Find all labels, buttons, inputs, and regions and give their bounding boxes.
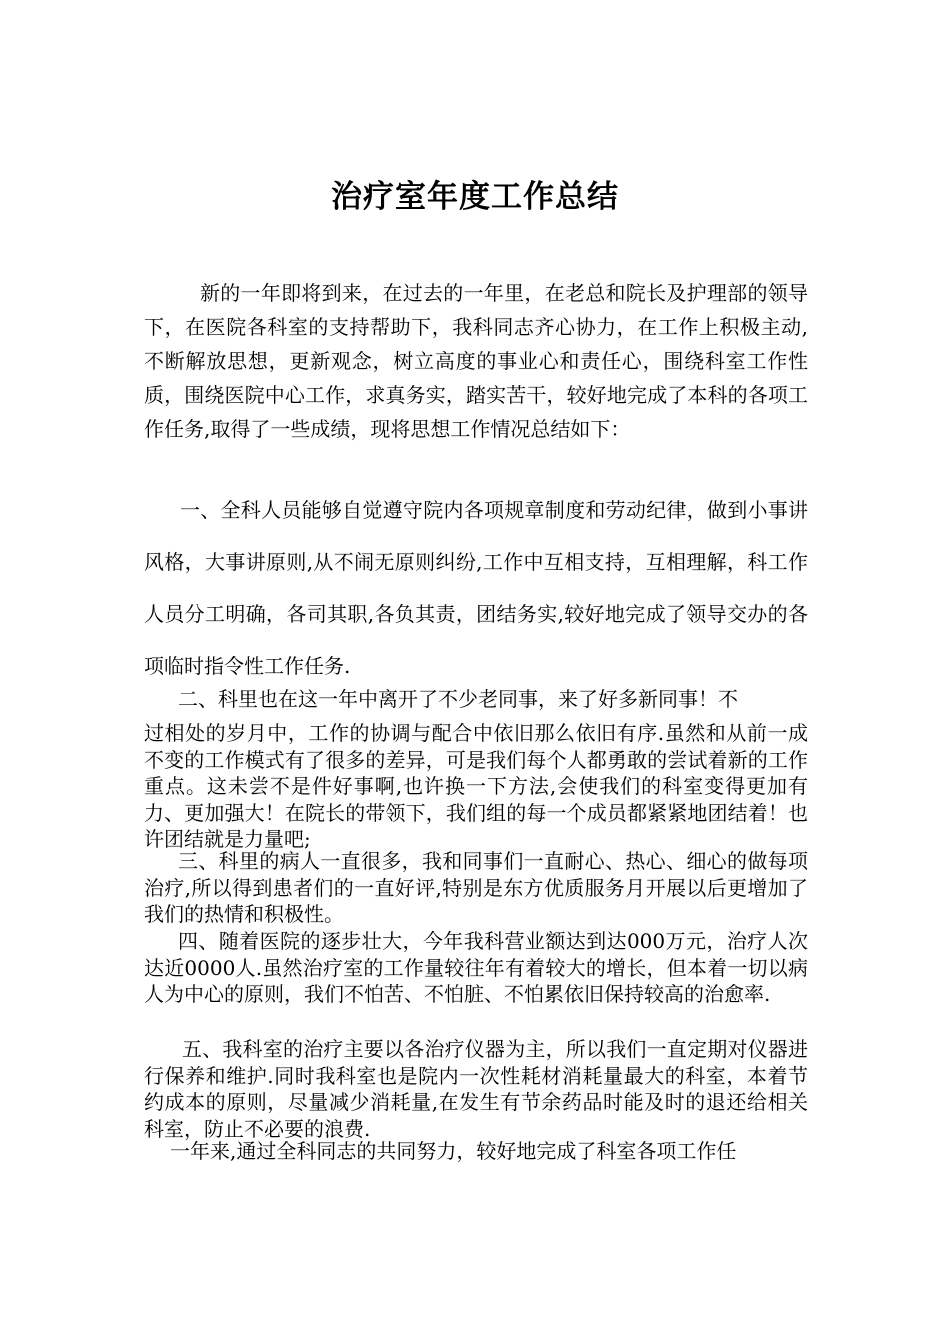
- paragraph-two-continued: 过相处的岁月中，工作的协调与配合中依旧那么依旧有序.虽然和从前一成不变的工作模式有了很多的差异，可是我们每个人都勇敢的尝试着新的工作重点。这未尝不是件好事啊,也许换一下方法,会使我们的科室变得更加有力、更加强大！在院长的带领下，我们组的每一个成员都紧紧地团结着！也许团结就是力量吧;: [144, 721, 808, 851]
- paragraph-two-first-line: 二、科里也在这一年中离开了不少老同事，来了好多新同事！不: [178, 687, 738, 711]
- paragraph-closing: 一年来,通过全科同志的共同努力，较好地完成了科室各项工作任: [170, 1139, 737, 1163]
- paragraph-one: 一、全科人员能够自觉遵守院内各项规章制度和劳动纪律，做到小事讲风格，大事讲原则,从不闹无原则纠纷,工作中互相支持，互相理解，科工作人员分工明确，各司其职,各负其责，团结务实,较好地完成了领导交办的各项临时指令性工作任务.: [144, 498, 808, 678]
- paragraph-intro: 新的一年即将到来，在过去的一年里，在老总和院长及护理部的领导下，在医院各科室的支持帮助下，我科同志齐心协力，在工作上积极主动,不断解放思想，更新观念，树立高度的事业心和责任心，围绕科室工作性质，围绕医院中心工作，求真务实，踏实苦干，较好地完成了本科的各项工作任务,取得了一些成绩，现将思想工作情况总结如下：: [144, 281, 808, 441]
- paragraph-four: 四、随着医院的逐步壮大，今年我科营业额达到达000万元，治疗人次达近0000人.虽然治疗室的工作量较往年有着较大的增长，但本着一切以病人为中心的原则，我们不怕苦、不怕脏、不怕累依旧保持较高的治愈率.: [144, 929, 808, 1006]
- document-title: 治疗室年度工作总结: [331, 178, 619, 215]
- paragraph-three: 三、科里的病人一直很多，我和同事们一直耐心、热心、细心的做每项治疗,所以得到患者们的一直好评,特别是东方优质服务月开展以后更增加了我们的热情和积极性。: [144, 849, 808, 926]
- paragraph-five: 五、我科室的治疗主要以各治疗仪器为主，所以我们一直定期对仪器进行保养和维护.同时我科室也是院内一次性耗材消耗量最大的科室，本着节约成本的原则，尽量减少消耗量,在发生有节余药品时能及时的退还给相关科室，防止不必要的浪费.: [144, 1037, 808, 1141]
